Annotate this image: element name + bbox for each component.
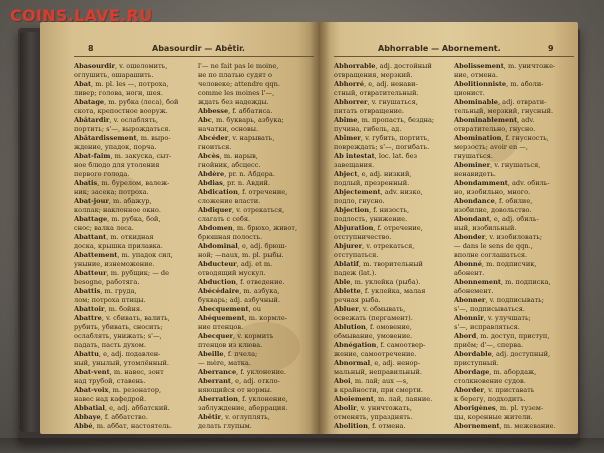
dictionary-line: первого голода. <box>74 170 130 178</box>
dictionary-line: Abnormal, e, adj. ненор- <box>334 359 420 367</box>
dictionary-line: тельный, мерзкий, гнусный. <box>454 107 554 115</box>
dictionary-line: но, изобильно, много. <box>454 188 531 196</box>
headword: Abécédaire <box>198 287 240 295</box>
watermark: COINS.LAVE.RU <box>10 6 153 25</box>
dictionary-line: ослаблять, унижать; s'—, <box>74 332 162 340</box>
headword: Abdiquer <box>198 206 232 214</box>
dictionary-line: Abornement, m. межевание. <box>454 422 556 430</box>
dictionary-line: Abdias, pr. n. Авдий. <box>198 179 270 187</box>
dictionary-line: Abc, m. букварь, азбука; <box>198 116 284 124</box>
dictionary-line: Abondance, f. обилие, <box>454 197 533 205</box>
headword: Abord <box>454 332 477 340</box>
dictionary-line: колпак; наклонное окно. <box>74 206 161 214</box>
dictionary-line: Abject, e, adj. низкий, <box>334 170 412 178</box>
header-rule <box>74 56 314 57</box>
dictionary-line: мальный, неправильный. <box>334 368 422 376</box>
headword: Abonnement <box>454 278 501 286</box>
dictionary-line: абонент. <box>454 269 485 277</box>
dictionary-line: к берегу, подходить. <box>454 395 526 403</box>
headword: Abattre <box>74 314 102 322</box>
dictionary-line: Ablatif, m. творительный <box>334 260 423 268</box>
dictionary-line: жение, самоотречение. <box>334 350 417 358</box>
open-book <box>18 22 580 442</box>
headword: Abluer <box>334 305 359 313</box>
dictionary-line: Abondant, e, adj. обиль- <box>454 215 539 223</box>
dictionary-line: Abord, m. доступ, приступ, <box>454 332 550 340</box>
left-page-header: Abasourdir — Abêtir. <box>152 44 245 53</box>
headword: Abnégation <box>334 341 377 349</box>
dictionary-line: обмывание, умовение. <box>334 332 413 340</box>
dictionary-line: Abonnement, m. подписка, <box>454 278 551 286</box>
dictionary-line: Abolitionniste, m. аболи- <box>454 80 544 88</box>
headword: Able <box>334 278 351 286</box>
headword: Abattant <box>74 233 107 241</box>
headword: Abâtardir <box>74 116 110 124</box>
dictionary-line: освежать (пергамент). <box>334 314 413 322</box>
headword: Abondant <box>454 215 490 223</box>
dictionary-line: начатки, основы. <box>198 125 259 133</box>
dictionary-line: Abonner, v. подписывать; <box>454 296 544 304</box>
left-column-b <box>198 62 316 431</box>
header-rule <box>334 56 574 57</box>
headword: Abhorrable <box>334 62 376 70</box>
headword: Abhorré <box>334 80 365 88</box>
dictionary-line: отменять, упразднять. <box>334 413 413 421</box>
dictionary-line: заблуждение, аберрация. <box>198 404 288 412</box>
headword: Abat <box>74 80 92 88</box>
headword: Abc <box>198 116 212 124</box>
dictionary-line: Abat-voix, m. резонатор, <box>74 386 162 394</box>
dictionary-line: в крайности, при смерти. <box>334 386 423 394</box>
headword: Abbaye <box>74 413 101 421</box>
right-page-header: Abhorrable — Abornement. <box>378 44 501 53</box>
dictionary-line: навес над кафедрой. <box>74 395 147 403</box>
dictionary-line: доска, крышка прилавка. <box>74 242 163 250</box>
dictionary-line: делать глупым. <box>198 422 252 430</box>
headword: Abnormal <box>334 359 371 367</box>
dictionary-line: ждение, упадок, порча. <box>74 143 157 151</box>
headword: Abject <box>334 170 358 178</box>
dictionary-line: ной; —naux, m. pl. рыбы. <box>198 251 284 259</box>
dictionary-line: Aboiement, m. лай, лаяние. <box>334 395 433 403</box>
dictionary-line: питать отвращение. <box>334 107 405 115</box>
dictionary-line: Aborder, v. приставать <box>454 386 535 394</box>
dictionary-line: Abasourdir, v. ошеломить, <box>74 62 168 70</box>
dictionary-line: Abonnir, v. улучшать; <box>454 314 531 322</box>
dictionary-line: Abîmer, v. губить, портить, <box>334 134 430 142</box>
headword: Abdication <box>198 188 238 196</box>
dictionary-line: Abominer, v. гнушаться, <box>454 161 541 169</box>
headword: Abhorrer <box>334 98 368 106</box>
left-page-number: 8 <box>88 44 94 53</box>
headword: Abonné <box>454 260 482 268</box>
headword: Abdère <box>198 170 225 178</box>
headword: Abatage <box>74 98 105 106</box>
dictionary-line: s'—, исправляться. <box>454 323 520 331</box>
dictionary-line: Abominablement, adv. <box>454 116 535 124</box>
dictionary-line: Abonné, m. подписчик, <box>454 260 537 268</box>
dictionary-line: Abbesse, f. аббатиса. <box>198 107 273 115</box>
headword: Abîme <box>334 116 358 124</box>
headword: Abondance <box>454 197 495 205</box>
headword: Abattu <box>74 350 99 358</box>
dictionary-line: отступничество. <box>334 233 392 241</box>
dictionary-line: Abluer, v. обмывать, <box>334 305 406 313</box>
headword: Abîmer <box>334 134 361 142</box>
dictionary-line: — mère, матка. <box>198 359 251 367</box>
headword: Abordable <box>454 350 492 358</box>
dictionary-line: Abîme, m. пропасть, бездна; <box>334 116 435 124</box>
dictionary-line: ненавидеть. <box>454 170 497 178</box>
headword: Abbé <box>74 422 93 430</box>
dictionary-line: Abecquement, ou <box>198 305 261 313</box>
headword: Abducteur <box>198 260 237 268</box>
dictionary-line: Abatis, m. бурелом, валеж- <box>74 179 170 187</box>
dictionary-line: Abattage, m. рубка, бой, <box>74 215 161 223</box>
headword: Abominable <box>454 98 498 106</box>
dictionary-line: Abattis, m. груда, <box>74 287 137 295</box>
headword: Abattage <box>74 215 108 223</box>
dictionary-line: Ablette, f. уклейка, малая <box>334 287 426 295</box>
dictionary-line: ное блюдо для утоления <box>74 161 160 169</box>
right-page-number: 9 <box>548 44 554 53</box>
dictionary-line: Abâtardissement, m. выро- <box>74 134 171 142</box>
dictionary-line: besogne, работяга. <box>74 278 140 286</box>
table-shadow <box>0 438 604 453</box>
dictionary-line: цы, коренные жители. <box>454 413 533 421</box>
dictionary-line: Abcéder, v. нарывать, <box>198 134 275 142</box>
dictionary-line: Abnégation, f. самоотвер- <box>334 341 426 349</box>
dictionary-line: отводящий мускул. <box>198 269 266 277</box>
headword: Abat-vent <box>74 368 110 376</box>
dictionary-line: Aberrant, e, adj. откло- <box>198 377 280 385</box>
dictionary-line: оглушить, ошарашить. <box>74 71 154 79</box>
headword: Abjuration <box>334 224 374 232</box>
dictionary-line: лом; потроха птицы. <box>74 296 146 304</box>
headword: Abat-jour <box>74 197 109 205</box>
dictionary-line: брюшная полость. <box>198 233 263 241</box>
dictionary-line: Abjectement, adv. низко, <box>334 188 423 196</box>
headword: Aborigènes <box>454 404 496 412</box>
dictionary-line: скота, крепостное вооруж. <box>74 107 168 115</box>
dictionary-line: Abordable, adj. доступный, <box>454 350 551 358</box>
dictionary-line: — dans le sens de qqn., <box>454 242 533 250</box>
headword: Abonnir <box>454 314 484 322</box>
dictionary-line: Abjurer, v. отрекаться, <box>334 242 415 250</box>
headword: Abonder <box>454 233 486 241</box>
dictionary-line: Ablution, f. омовение, <box>334 323 412 331</box>
headword: Abolir <box>334 404 357 412</box>
dictionary-line: Abat, m. pl. les —, потроха, <box>74 80 169 88</box>
dictionary-line: Abeille, f. пчела; <box>198 350 258 358</box>
dictionary-line: ционист. <box>454 89 485 97</box>
dictionary-line: вполне соглашаться. <box>454 251 528 259</box>
headword: Ablatif <box>334 260 359 268</box>
headword: Abat-faim <box>74 152 111 160</box>
headword: Abdomen <box>198 224 233 232</box>
headword: Ab intestat <box>334 152 375 160</box>
dictionary-line: Abhorrable, adj. достойный <box>334 62 432 70</box>
headword: Aberration <box>198 395 238 403</box>
book-spine-edge <box>20 32 38 432</box>
dictionary-line: Abducteur, adj. et m. <box>198 260 273 268</box>
dictionary-line: Abdication, f. отречение, <box>198 188 288 196</box>
dictionary-line: Abattre, v. сбивать, валить, <box>74 314 170 322</box>
headword: Abdias <box>198 179 223 187</box>
dictionary-line: Abattant, m. откидная <box>74 233 154 241</box>
right-page <box>320 22 578 434</box>
dictionary-line: Abondamment, adv. обиль- <box>454 179 550 187</box>
dictionary-line: Abjuration, f. отречение, <box>334 224 423 232</box>
dictionary-line: повреждать; s'—, погибать. <box>334 143 430 151</box>
dictionary-line: Abolir, v. уничтожать, <box>334 404 412 412</box>
headword: Abattement <box>74 251 118 259</box>
left-column-a <box>74 62 192 431</box>
dictionary-line: ливер; голова, ноги, шея. <box>74 89 163 97</box>
dictionary-line: Aberration, f. уклонение, <box>198 395 288 403</box>
dictionary-line: изобилие, довольство. <box>454 206 532 214</box>
dictionary-line: няющийся от нормы. <box>198 386 272 394</box>
headword: Aborder <box>454 386 484 394</box>
headword: Abolissement <box>454 62 504 70</box>
headword: Abecquement <box>198 305 249 313</box>
dictionary-line: сложение власти. <box>198 197 261 205</box>
headword: Abat-voix <box>74 386 109 394</box>
dictionary-line: Abominable, adj. отврати- <box>454 98 547 106</box>
dictionary-line: ние, отмена. <box>454 71 498 79</box>
dictionary-line: ждать без надежды. <box>198 98 269 106</box>
dictionary-line: Abolition, f. отмена. <box>334 422 406 430</box>
dictionary-line: Abat-faim, m. закуска, сыт- <box>74 152 172 160</box>
dictionary-line: ник; засека; потроха. <box>74 188 149 196</box>
headword: Abcès <box>198 152 220 160</box>
headword: Abomination <box>454 134 502 142</box>
dictionary-line: речная рыба. <box>334 296 381 304</box>
headword: Abatteur <box>74 269 107 277</box>
dictionary-line: над трубой, ставень. <box>74 377 146 385</box>
dictionary-line: Aboi, m. лай; aux —s, <box>334 377 409 385</box>
dictionary-line: Abecquer, v. кормить <box>198 332 274 340</box>
dictionary-line: Abhorré, e, adj. ненави- <box>334 80 418 88</box>
headword: Abduction <box>198 278 236 286</box>
headword: Abâtardissement <box>74 134 137 142</box>
dictionary-line: отступаться. <box>334 251 379 259</box>
headword: Abolition <box>334 422 368 430</box>
dictionary-line: снос; валка леса. <box>74 224 134 232</box>
dictionary-line: Abâtardir, v. ослаблять, <box>74 116 159 124</box>
headword: Abondamment <box>454 179 508 187</box>
dictionary-line: отвращения, мерзкий. <box>334 71 413 79</box>
headword: Abattis <box>74 287 101 295</box>
headword: Abbesse <box>198 107 229 115</box>
dictionary-line: подло, гнусно. <box>334 197 385 205</box>
dictionary-line: Abat-vent, m. навес, зонт <box>74 368 164 376</box>
dictionary-line: Aberrance, f. уклонение. <box>198 368 286 376</box>
headword: Abatis <box>74 179 98 187</box>
headword: Abominer <box>454 161 491 169</box>
dictionary-line: птенцов из клюва. <box>198 341 263 349</box>
headword: Abéquement <box>198 314 245 322</box>
dictionary-line: уныние, изнеможение. <box>74 260 155 268</box>
dictionary-line: Able, m. уклейка (рыба). <box>334 278 421 286</box>
right-column-b <box>454 62 572 431</box>
headword: Aberrant <box>198 377 231 385</box>
dictionary-line: Abattu, e, adj. подавлен- <box>74 350 161 358</box>
dictionary-line: Abbaye, f. аббатство. <box>74 413 148 421</box>
dictionary-line: приём; d'—, сперва. <box>454 341 524 349</box>
headword: Abonner <box>454 296 486 304</box>
dictionary-line: портить; s'—, вырождаться. <box>74 125 171 133</box>
dictionary-line: Abhorrer, v. гнушаться, <box>334 98 418 106</box>
dictionary-line: Abdomen, m. брюхо, живот, <box>198 224 298 232</box>
dictionary-line: Abatage, m. рубка (леса), бой <box>74 98 179 106</box>
headword: Abecquer <box>198 332 234 340</box>
dictionary-line: Abbatial, e, adj. аббатский. <box>74 404 170 412</box>
dictionary-line: стный, отвратительный. <box>334 89 419 97</box>
dictionary-line: гноиться. <box>198 143 232 151</box>
headword: Abornement <box>454 422 500 430</box>
book-gutter <box>310 22 330 434</box>
dictionary-line: Abattement, m. упадок сил, <box>74 251 173 259</box>
dictionary-line: пучина, гибель, ад. <box>334 125 402 133</box>
dictionary-line: Abécédaire, m. азбука, <box>198 287 280 295</box>
headword: Abjectement <box>334 188 381 196</box>
headword: Abbatial <box>74 404 105 412</box>
headword: Abattoir <box>74 305 105 313</box>
dictionary-line: человеке; attendre qqn. <box>198 80 280 88</box>
dictionary-line: Abatteur, m. рубщик; — de <box>74 269 170 277</box>
headword: Aboiement <box>334 395 374 403</box>
dictionary-line: гнушаться. <box>454 152 493 160</box>
dictionary-line: Abjection, f. низость, <box>334 206 410 214</box>
headword: Aboi <box>334 377 351 385</box>
headword: Ablette <box>334 287 361 295</box>
dictionary-line: падать, пасть духом. <box>74 341 146 349</box>
dictionary-line: Abcès, m. нарыв, <box>198 152 258 160</box>
dictionary-line: Abattoir, m. бойня. <box>74 305 143 313</box>
dictionary-line: Ab intestat, loc. lat. без <box>334 152 418 160</box>
dictionary-line: Abonder, v. изобиловать; <box>454 233 543 241</box>
dictionary-line: ный, изобильный. <box>454 224 517 232</box>
dictionary-line: завещания. <box>334 161 375 169</box>
dictionary-line: отвратительно, гнусно. <box>454 125 536 133</box>
dictionary-line: рубить, убивать, сносить; <box>74 323 163 331</box>
dictionary-line: гнойник, абсцесс. <box>198 161 261 169</box>
dictionary-line: букварь; adj. азбучный. <box>198 296 281 304</box>
headword: Abdominal <box>198 242 238 250</box>
dictionary-line: подлость, унижение. <box>334 215 408 223</box>
dictionary-line: не по платью судят о <box>198 71 272 79</box>
dictionary-line: Abbé, m. аббат, настоятель. <box>74 422 173 430</box>
dictionary-line: Abomination, f. гнусность, <box>454 134 549 142</box>
dictionary-line: Abdiquer, v. отрекаться, <box>198 206 285 214</box>
headword: Ablution <box>334 323 366 331</box>
headword: Abjurer <box>334 242 363 250</box>
headword: Aberrance <box>198 368 237 376</box>
dictionary-line: Abordage, m. абордаж, <box>454 368 537 376</box>
dictionary-line: ный, унылый, утомлённый. <box>74 359 170 367</box>
dictionary-line: comme les moines l'—, <box>198 89 275 97</box>
headword: Abêtir <box>198 413 221 421</box>
dictionary-line: Abolissement, m. уничтоже- <box>454 62 556 70</box>
headword: Abeille <box>198 350 224 358</box>
dictionary-line: l'— ne fait pas le moine, <box>198 62 279 70</box>
dictionary-line: ние птенцов. <box>198 323 244 331</box>
headword: Abordage <box>454 368 490 376</box>
dictionary-line: s'—, подписываться. <box>454 305 525 313</box>
dictionary-line: приступный. <box>454 359 499 367</box>
headword: Abolitionniste <box>454 80 507 88</box>
dictionary-line: Abdominal, e, adj. брюш- <box>198 242 287 250</box>
right-column-a <box>334 62 452 431</box>
headword: Abominablement <box>454 116 517 124</box>
dictionary-line: столкновение судов. <box>454 377 526 385</box>
dictionary-line: Aborigènes, m. pl. тузем- <box>454 404 544 412</box>
dictionary-line: падеж (lat.). <box>334 269 377 277</box>
dictionary-line: слагать с себя. <box>198 215 251 223</box>
dictionary-line: Abêtir, v. оглуплять, <box>198 413 270 421</box>
dictionary-line: подлый, презренный. <box>334 179 410 187</box>
dictionary-line: Abat-jour, m. абажур, <box>74 197 152 205</box>
left-page <box>40 22 320 434</box>
headword: Abjection <box>334 206 370 214</box>
dictionary-line: абонемент. <box>454 287 494 295</box>
headword: Abcéder <box>198 134 229 142</box>
dictionary-line: мерзость; avoir en —, <box>454 143 528 151</box>
dictionary-line: Abéquement, m. кормле- <box>198 314 287 322</box>
dictionary-line: Abduction, f. отведение. <box>198 278 285 286</box>
dictionary-line: Abdère, pr. n. Абдера. <box>198 170 275 178</box>
headword: Abasourdir <box>74 62 115 70</box>
